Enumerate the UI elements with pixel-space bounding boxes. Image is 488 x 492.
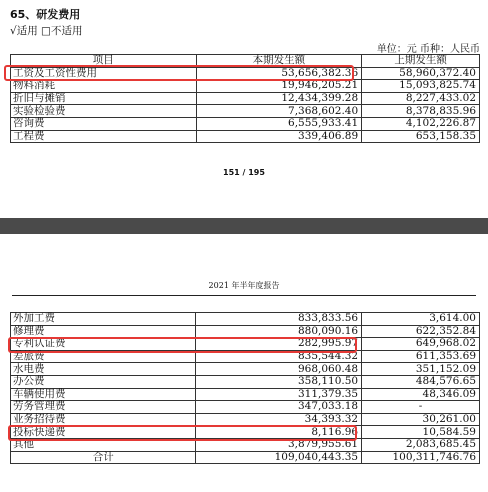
row-current: 6,555,933.41 [196, 117, 362, 130]
row-item: 折旧与摊销 [11, 92, 197, 105]
table-row [11, 80, 480, 93]
row-previous: 3,614.00 [362, 313, 480, 326]
total-row [11, 451, 480, 464]
table-row [11, 375, 480, 388]
row-current: 835,544.32 [196, 350, 362, 363]
table-row [11, 325, 480, 338]
row-current: 311,379.35 [196, 388, 362, 401]
applicability-line [10, 23, 82, 38]
row-current: 358,110.50 [196, 375, 362, 388]
row-previous: 351,152.09 [362, 363, 480, 376]
row-item: 其他 [11, 438, 196, 451]
table-row [11, 105, 480, 118]
page-number: 151 / 195 [223, 168, 265, 177]
table-row [11, 338, 480, 351]
row-previous: 653,158.35 [362, 130, 480, 143]
table-row [11, 350, 480, 363]
table-row [11, 67, 480, 80]
row-item: 劳务管理费 [11, 401, 196, 414]
section-title: 65、研发费用 [10, 8, 81, 21]
table-row [11, 313, 480, 326]
table-row [11, 438, 480, 451]
row-previous: 10,584.59 [362, 426, 480, 439]
table-row [11, 117, 480, 130]
row-current: 7,368,602.40 [196, 105, 362, 118]
row-previous: 30,261.00 [362, 413, 480, 426]
row-previous: 649,968.02 [362, 338, 480, 351]
row-previous: 611,353.69 [362, 350, 480, 363]
row-item: 车辆使用费 [11, 388, 196, 401]
table-row [11, 413, 480, 426]
column-header-item: 项目 [11, 55, 197, 68]
row-item: 业务招待费 [11, 413, 196, 426]
row-previous: 8,227,433.02 [362, 92, 480, 105]
row-item: 工程费 [11, 130, 197, 143]
report-header: 2021 年半年度报告 [208, 281, 280, 290]
row-item: 办公费 [11, 375, 196, 388]
row-current: 12,434,399.28 [196, 92, 362, 105]
row-current: 339,406.89 [196, 130, 362, 143]
row-current: 8,116.96 [196, 426, 362, 439]
row-item: 修理费 [11, 325, 196, 338]
row-previous: 2,083,685.45 [362, 438, 480, 451]
row-current: 19,946,205.21 [196, 80, 362, 93]
row-previous: 484,576.65 [362, 375, 480, 388]
rd-expense-table-bottom [10, 312, 480, 464]
table-header-row [11, 55, 480, 68]
page-151 [0, 0, 488, 218]
table-row [11, 92, 480, 105]
row-previous: 8,378,835.96 [362, 105, 480, 118]
page-gap [0, 218, 488, 234]
table-row [11, 401, 480, 414]
row-current: 3,879,955.61 [196, 438, 362, 451]
row-previous: 58,960,372.40 [362, 67, 480, 80]
row-previous: 622,352.84 [362, 325, 480, 338]
row-current: 833,833.56 [196, 313, 362, 326]
rd-expense-table-top [10, 54, 480, 143]
table-row [11, 130, 480, 143]
row-item: 咨询费 [11, 117, 197, 130]
row-item: 水电费 [11, 363, 196, 376]
total-previous: 100,311,746.76 [362, 451, 480, 464]
not-applicable-option: □不适用 [41, 25, 83, 37]
total-label: 合计 [11, 451, 196, 464]
unit-currency-note: 单位：元 币种：人民币 [376, 44, 480, 55]
table-row [11, 388, 480, 401]
row-item: 实验检验费 [11, 105, 197, 118]
table-row [11, 426, 480, 439]
row-previous: - [362, 401, 480, 414]
column-header-current: 本期发生额 [196, 55, 362, 68]
applicable-option: √适用 [10, 25, 38, 37]
total-current: 109,040,443.35 [196, 451, 362, 464]
row-current: 282,995.97 [196, 338, 362, 351]
row-previous: 15,093,825.74 [362, 80, 480, 93]
row-current: 347,033.18 [196, 401, 362, 414]
row-item: 投标快递费 [11, 426, 196, 439]
row-current: 880,090.16 [196, 325, 362, 338]
header-rule [12, 295, 476, 296]
row-item: 物料消耗 [11, 80, 197, 93]
table-row [11, 363, 480, 376]
row-item: 专利认证费 [11, 338, 196, 351]
row-previous: 4,102,226.87 [362, 117, 480, 130]
page-152 [0, 234, 488, 492]
row-previous: 48,346.09 [362, 388, 480, 401]
column-header-previous: 上期发生额 [362, 55, 480, 68]
row-current: 34,393.32 [196, 413, 362, 426]
row-item: 外加工费 [11, 313, 196, 326]
row-item: 差旅费 [11, 350, 196, 363]
row-item: 工资及工资性费用 [11, 67, 197, 80]
row-current: 53,656,382.36 [196, 67, 362, 80]
row-current: 968,060.48 [196, 363, 362, 376]
